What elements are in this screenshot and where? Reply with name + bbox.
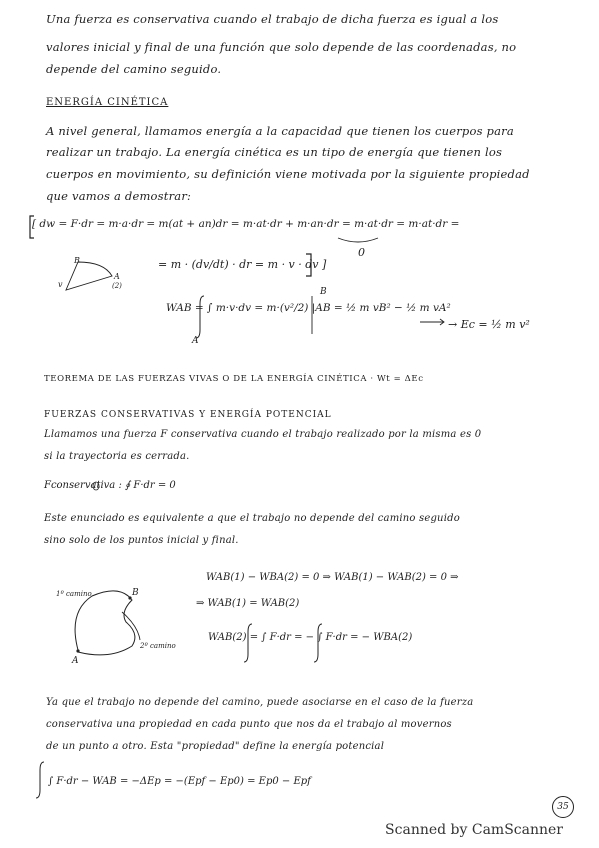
text-line: conservativa una propiedad en cada punto que nos da el trabajo al movernos <box>46 719 452 730</box>
equation-result: → Ec = ½ m v² <box>448 318 530 331</box>
text-line: de un punto a otro. Esta "propiedad" define la energía potencial <box>46 741 385 752</box>
bracket-right <box>306 254 311 276</box>
closed-path-sketch <box>75 591 135 655</box>
trajectory-sketch <box>66 262 112 290</box>
text-line: valores inicial y final de una función que solo depende de las coordenadas, no <box>46 40 517 54</box>
text-line: si la trayectoria es cerrada. <box>44 451 190 462</box>
equation-line: WAB = ∫ m·v·dv = m·(v²/2) |AB = ½ m vB² − ½ m vA² <box>166 302 451 314</box>
figure-label: v <box>58 280 63 289</box>
text-line: Llamamos una fuerza F conservativa cuando el trabajo realizado por la misma es 0 <box>44 429 482 440</box>
equation-line: = m · (dv/dt) · dr = m · v · dv ] <box>158 258 327 271</box>
theorem-line: TEOREMA DE LAS FUERZAS VIVAS O DE LA ENERGÍA CINÉTICA · Wt = ΔEc <box>44 374 424 384</box>
text-line: que vamos a demostrar: <box>46 189 192 203</box>
equation-line: [ dw = F·dr = m·a·dr = m(at + an)dr = m·at·dr + m·an·dr = m·at·dr = m·at·dr = <box>32 218 460 230</box>
text-line: Ya que el trabajo no depende del camino, puede asociarse en el caso de la fuerza <box>46 697 474 708</box>
equation-line: Fconservativa : ∮ F·dr = 0 <box>44 480 176 491</box>
section-heading: FUERZAS CONSERVATIVAS Y ENERGÍA POTENCIAL <box>44 410 332 420</box>
text-line: Una fuerza es conservativa cuando el trabajo de dicha fuerza es igual a los <box>46 12 499 26</box>
scanner-watermark: Scanned by CamScanner <box>385 822 563 838</box>
text-line: sino solo de los puntos inicial y final. <box>44 535 239 546</box>
equation-line: ∫ F·dr − WAB = −ΔEp = −(Epf − Ep0) = Ep0 − Epf <box>48 776 311 787</box>
limit-label: B <box>320 287 327 297</box>
text-line: realizar un trabajo. La energía cinética es un tipo de energía que tienen los <box>46 145 503 159</box>
figure-label: A <box>72 656 79 666</box>
figure-label: B <box>132 588 139 598</box>
text-line: cuerpos en movimiento, su definición viene motivada por la siguiente propiedad <box>46 167 530 181</box>
equation-line: WAB(1) − WBA(2) = 0 ⇒ WAB(1) − WAB(2) = 0 ⇒ <box>206 572 459 583</box>
page-number: 35 <box>552 796 574 818</box>
integral-sign <box>244 624 252 662</box>
text-line: Este enunciado es equivalente a que el trabajo no depende del camino seguido <box>44 513 460 524</box>
bracket-left <box>30 216 34 238</box>
brace-mark <box>338 238 378 242</box>
equation-annotation: 0 <box>358 246 365 259</box>
integral-sign <box>196 296 204 338</box>
integral-sign <box>314 624 322 662</box>
text-line: depende del camino seguido. <box>46 62 222 76</box>
figure-label: 2º camino <box>140 642 176 650</box>
section-heading: ENERGÍA CINÉTICA <box>46 97 169 108</box>
equation-line: ⇒ WAB(1) = WAB(2) <box>196 598 300 609</box>
text-line: A nivel general, llamamos energía a la capacidad que tienen los cuerpos para <box>46 124 514 138</box>
limit-label: A <box>192 336 199 346</box>
figure-label: (2) <box>112 282 122 290</box>
integral-sign <box>36 762 44 798</box>
figure-label: B <box>74 256 80 265</box>
figure-label: A <box>114 272 120 281</box>
figure-label: 1º camino <box>56 590 92 598</box>
equation-line: WAB(2) = ∫ F·dr = − ∫ F·dr = − WBA(2) <box>208 632 413 643</box>
